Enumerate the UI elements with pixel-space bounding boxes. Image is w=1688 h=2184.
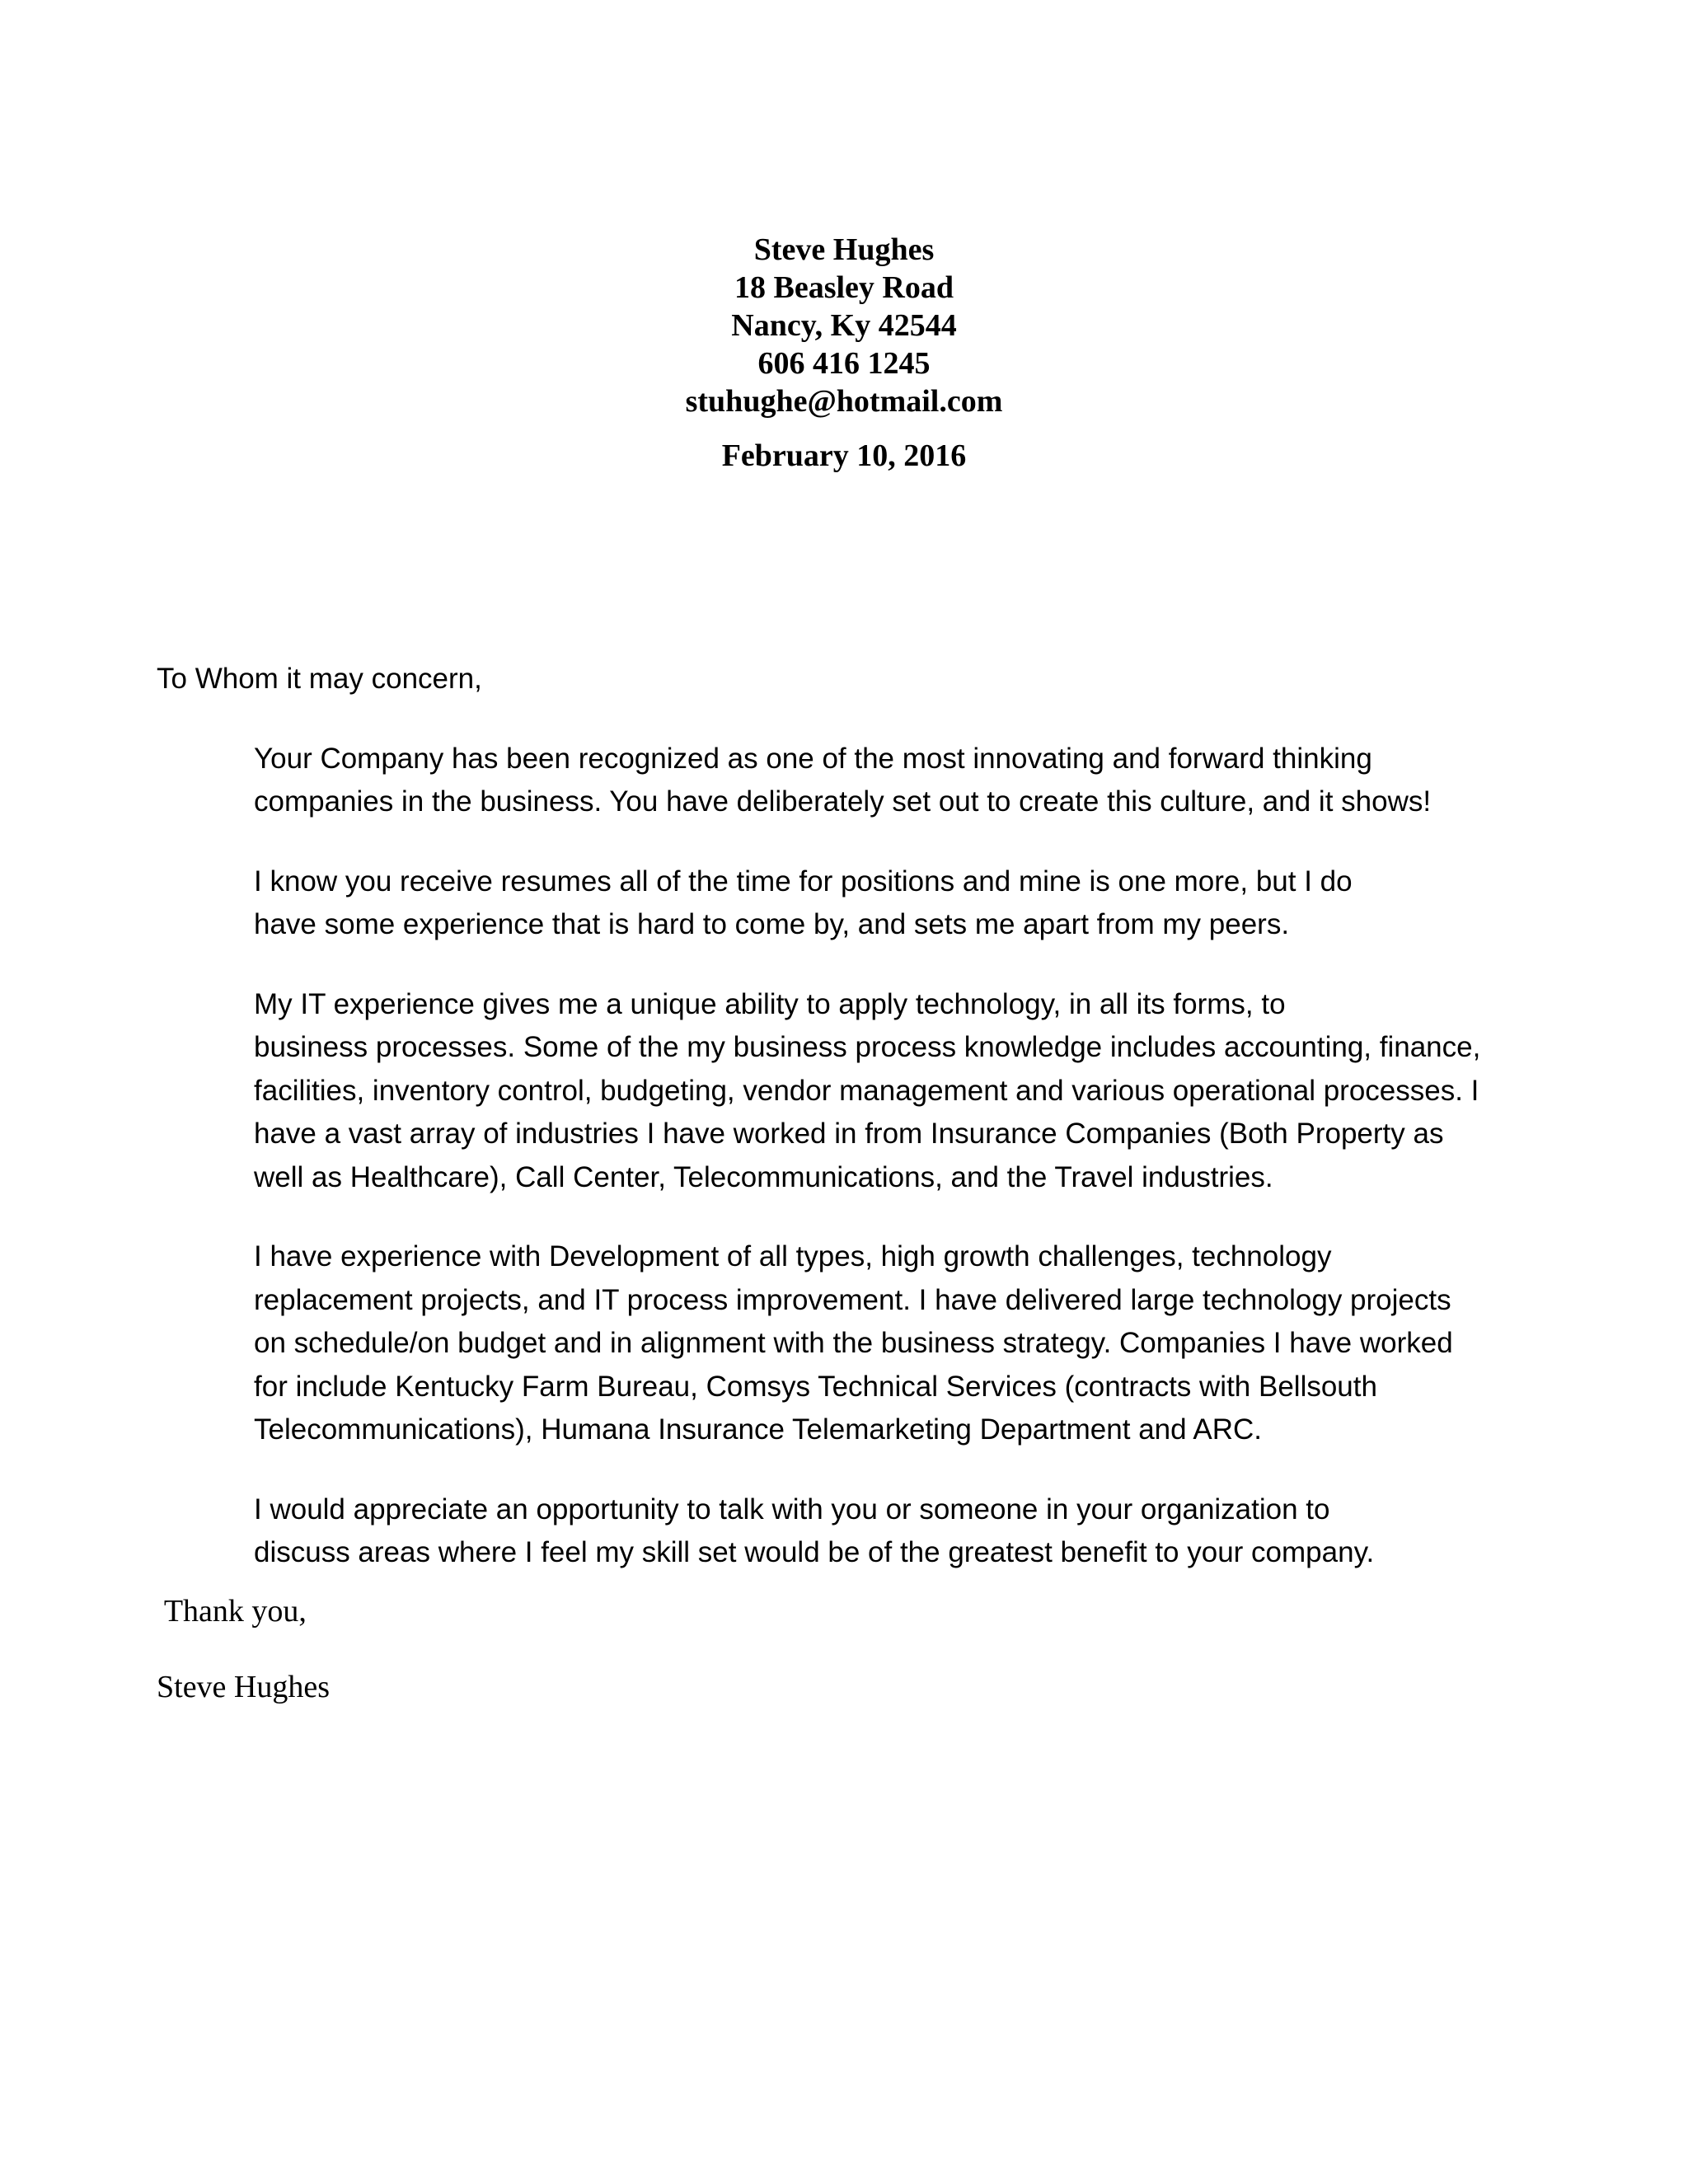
paragraph-line: companies in the business. You have deliberately set out to create this culture, and it shows! bbox=[254, 785, 1432, 818]
letter-body bbox=[157, 658, 1541, 1611]
sender-phone: 606 416 1245 bbox=[757, 346, 931, 381]
paragraph-line: for include Kentucky Farm Bureau, Comsys Technical Services (contracts with Bellsouth bbox=[254, 1370, 1377, 1403]
paragraph-line: I have experience with Development of all types, high growth challenges, technology bbox=[254, 1240, 1332, 1272]
paragraph-line: I would appreciate an opportunity to talk with you or someone in your organization to bbox=[254, 1493, 1330, 1526]
paragraph-line: facilities, inventory control, budgeting, vendor management and various operational processes. I bbox=[254, 1074, 1479, 1107]
paragraph-line: on schedule/on budget and in alignment with the business strategy. Companies I have worked bbox=[254, 1327, 1453, 1359]
letter-date: February 10, 2016 bbox=[721, 438, 967, 473]
closing: Thank you, bbox=[157, 1594, 307, 1629]
paragraph bbox=[157, 983, 1541, 1200]
paragraph-line: have a vast array of industries I have worked in from Insurance Companies (Both Property as bbox=[254, 1118, 1444, 1150]
paragraph bbox=[157, 1235, 1541, 1452]
paragraph bbox=[157, 860, 1541, 947]
paragraph-line: discuss areas where I feel my skill set would be of the greatest benefit to your company. bbox=[254, 1536, 1375, 1568]
paragraph bbox=[157, 738, 1541, 824]
sender-email: stuhughe@hotmail.com bbox=[685, 384, 1003, 419]
paragraph-line: I know you receive resumes all of the time for positions and mine is one more, but I do bbox=[254, 865, 1353, 898]
paragraph-line: business processes. Some of the my business process knowledge includes accounting, finance, bbox=[254, 1031, 1481, 1063]
sender-city-state-zip: Nancy, Ky 42544 bbox=[731, 308, 957, 343]
paragraph-line: have some experience that is hard to come by, and sets me apart from my peers. bbox=[254, 908, 1290, 940]
paragraph-line: well as Healthcare), Call Center, Telecommunications, and the Travel industries. bbox=[254, 1160, 1273, 1193]
signature: Steve Hughes bbox=[157, 1670, 331, 1704]
paragraph bbox=[157, 1488, 1541, 1575]
paragraph-line: Telecommunications), Humana Insurance Telemarketing Department and ARC. bbox=[254, 1413, 1263, 1446]
sender-street: 18 Beasley Road bbox=[734, 270, 954, 305]
paragraph-line: Your Company has been recognized as one of the most innovating and forward thinking bbox=[254, 742, 1372, 775]
paragraph-line: My IT experience gives me a unique ability to apply technology, in all its forms, to bbox=[254, 987, 1286, 1020]
greeting: To Whom it may concern, bbox=[157, 663, 482, 695]
paragraph-line: replacement projects, and IT process improvement. I have delivered large technology projects bbox=[254, 1283, 1451, 1316]
sender-name: Steve Hughes bbox=[753, 232, 935, 267]
sender-header bbox=[0, 231, 1688, 420]
